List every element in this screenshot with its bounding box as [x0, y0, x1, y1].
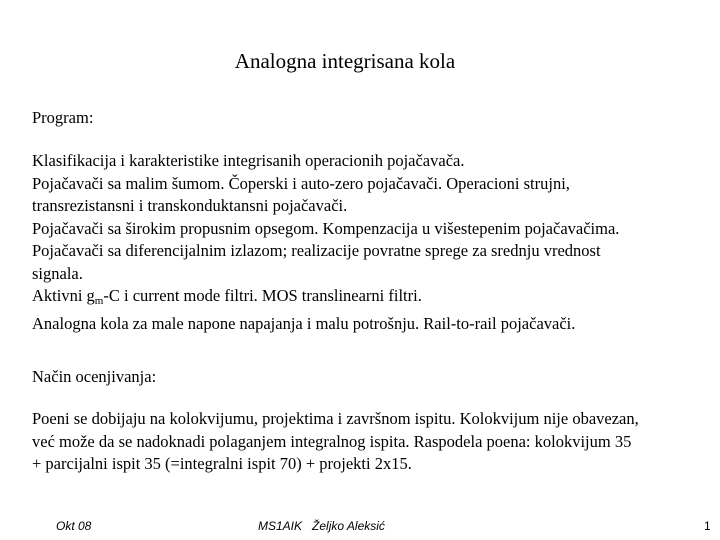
- footer-course: MS1AIK Željko Aleksić: [258, 519, 385, 533]
- grading-line: Poeni se dobijaju na kolokvijumu, projektima i završnom ispitu. Kolokvijum nije obavezan,: [32, 409, 639, 428]
- program-line-gmc: [32, 285, 692, 313]
- gmc-suffix: -C i current mode filtri. MOS translinearni filtri.: [103, 286, 422, 305]
- footer-date: Okt 08: [56, 519, 92, 533]
- footer-page-number: 1: [704, 519, 711, 533]
- gmc-prefix: Aktivni g: [32, 286, 95, 305]
- program-line: transrezistansni i transkonduktansni pojačavači.: [32, 196, 348, 215]
- program-list: [32, 150, 692, 335]
- program-line: Pojačavači sa širokim propusnim opsegom. Kompenzacija u višestepenim pojačavačima.: [32, 218, 620, 238]
- grading-line: već može da se nadoknadi polaganjem integralnog ispita. Raspodela poena: kolokvijum 35: [32, 431, 632, 451]
- program-line: Analogna kola za male napone napajanja i malu potrošnju. Rail-to-rail pojačavači.: [32, 313, 576, 333]
- grading-text: [32, 408, 692, 476]
- gmc-subscript: m: [94, 295, 104, 307]
- grading-line: + parcijalni ispit 35 (=integralni ispit 70) + projekti 2x15.: [32, 454, 412, 473]
- grading-label: Način ocenjivanja:: [32, 367, 157, 386]
- program-line: Pojačavači sa malim šumom. Čoperski i auto-zero pojačavači. Operacioni strujni,: [32, 173, 570, 193]
- program-line: Pojačavači sa diferencijalnim izlazom; realizacije povratne sprege za srednju vrednost: [32, 241, 601, 260]
- program-label: Program:: [32, 108, 94, 127]
- slide-title: Analogna integrisana kola: [234, 49, 456, 73]
- program-line: Klasifikacija i karakteristike integrisanih operacionih pojačavača.: [32, 151, 465, 170]
- program-line: signala.: [32, 263, 83, 283]
